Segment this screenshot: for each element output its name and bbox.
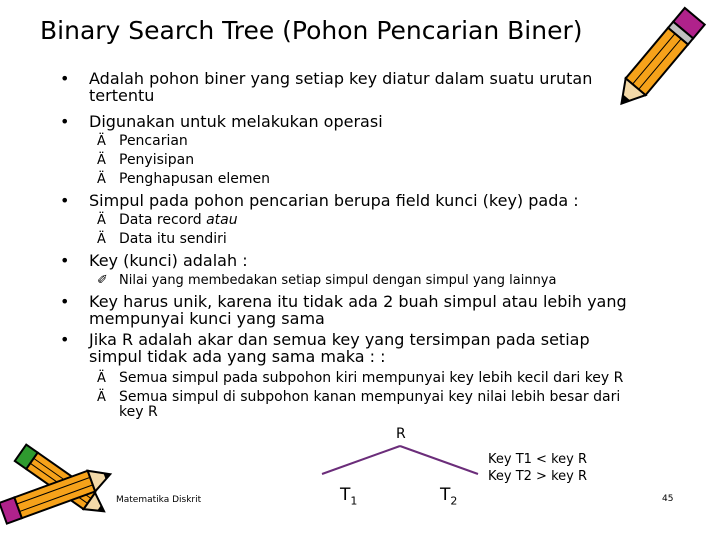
pen-icon: ✐	[97, 273, 108, 288]
bullet-text: Simpul pada pohon pencarian berupa field kunci (key) pada :	[89, 191, 579, 210]
bullet-icon: •	[60, 330, 70, 349]
bullet-text: Jika R adalah akar dan semua key yang tersimpan pada setiap simpul tidak ada yang sama maka : :	[89, 330, 590, 366]
arrow-icon: Ä	[97, 153, 106, 168]
sub-item-text: Nilai yang membedakan setiap simpul dengan simpul yang lainnya	[119, 273, 557, 288]
tree-left-main: T	[340, 485, 351, 505]
page-number: 45	[662, 494, 674, 504]
footer-course: Matematika Diskrit	[116, 495, 202, 505]
bullet-text: Adalah pohon biner yang setiap key diatur dalam suatu urutan tertentu	[89, 69, 593, 105]
tree-right-label	[440, 485, 457, 507]
tree-right-sub: 2	[450, 494, 458, 508]
bullet-icon: •	[60, 191, 70, 210]
bullet-icon: •	[60, 112, 70, 131]
tree-right-main: T	[440, 485, 451, 505]
arrow-icon: Ä	[97, 390, 106, 405]
bullet-icon: •	[60, 69, 70, 88]
sub-item-text: Pencarian	[119, 133, 188, 149]
slide-title: Binary Search Tree (Pohon Pencarian Biner)	[40, 16, 583, 45]
tree-root-label: R	[396, 426, 406, 442]
sub-item-main: Data record	[119, 212, 207, 228]
arrow-icon: Ä	[97, 213, 106, 228]
tree-edge-right	[400, 446, 478, 474]
arrow-icon: Ä	[97, 371, 106, 386]
bullet-icon: •	[60, 251, 70, 270]
arrow-icon: Ä	[97, 232, 106, 247]
tree-left-label	[340, 485, 357, 507]
bullet-text: Key (kunci) adalah :	[89, 251, 248, 270]
tree-edge-left	[322, 446, 400, 474]
bullet-text: Key harus unik, karena itu tidak ada 2 buah simpul atau lebih yang mempunyai kunci yang sama	[89, 292, 627, 328]
sub-item-text: Penghapusan elemen	[119, 171, 270, 187]
sub-item-text: Penyisipan	[119, 152, 195, 168]
sub-item-text: Semua simpul pada subpohon kiri mempunyai key lebih kecil dari key R	[119, 370, 624, 386]
sub-item-italic: atau	[206, 212, 238, 228]
bullet-text: Digunakan untuk melakukan operasi	[89, 112, 383, 131]
pencils-icon	[0, 430, 130, 540]
key-rule-2: Key T2 > key R	[488, 469, 587, 484]
tree-left-sub: 1	[350, 494, 358, 508]
key-rule-1: Key T1 < key R	[488, 452, 587, 467]
sub-item-text: Semua simpul di subpohon kanan mempunyai key nilai lebih besar dari key R	[119, 389, 621, 420]
sub-item-text: Data itu sendiri	[119, 231, 227, 247]
bullet-icon: •	[60, 292, 70, 311]
arrow-icon: Ä	[97, 134, 106, 149]
arrow-icon: Ä	[97, 172, 106, 187]
